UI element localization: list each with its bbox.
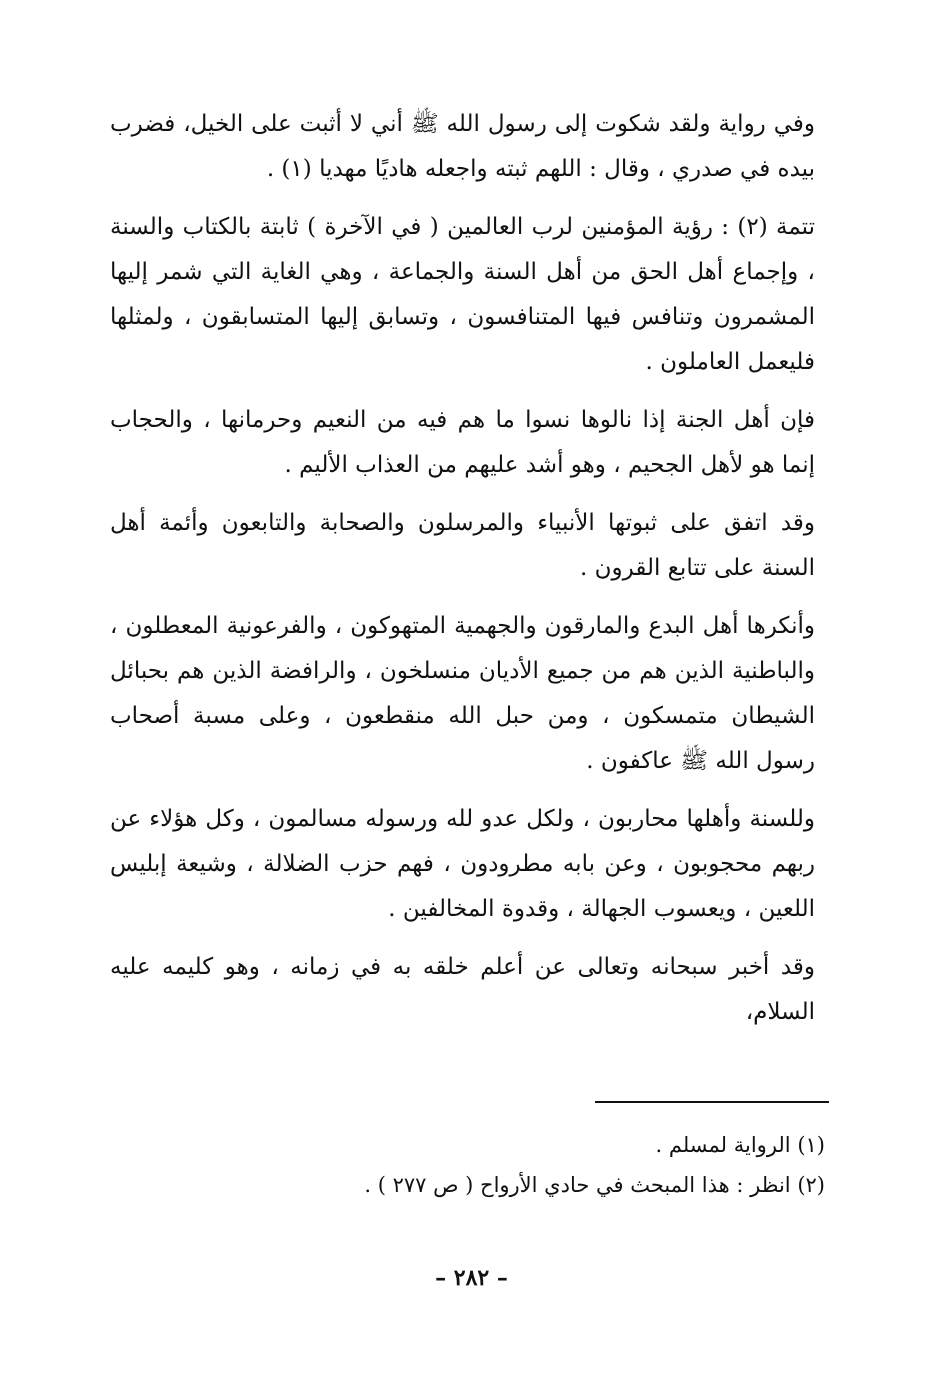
- footnote-divider: [595, 1101, 829, 1103]
- footnotes: [115, 1125, 825, 1205]
- paragraph-6: وللسنة وأهلها محاربون ، ولكل عدو لله ورسوله مسالمون ، وكل هؤلاء عن ربهم محجوبون ، وعن بابه مطرودون ، فهم حزب الضلالة ، وشيعة إبليس اللعين ، ويعسوب الجهالة ، وقدوة المخالفين .: [110, 806, 815, 922]
- page-number: – ٢٨٢ –: [435, 1265, 508, 1291]
- paragraph-7: وقد أخبر سبحانه وتعالى عن أعلم خلقه به في زمانه ، وهو كليمه عليه السلام،: [110, 954, 815, 1025]
- paragraph-1: وفي رواية ولقد شكوت إلى رسول الله ﷺ أني لا أثبت على الخيل، فضرب بيده في صدري ، وقال : اللهم ثبته واجعله هاديًا مهديا (١) .: [110, 111, 815, 182]
- main-text: [110, 102, 815, 1048]
- paragraph-4: وقد اتفق على ثبوتها الأنبياء والمرسلون والصحابة والتابعون وأئمة أهل السنة على تتابع القرون .: [110, 510, 815, 581]
- paragraph-2: تتمة (٢) : رؤية المؤمنين لرب العالمين ( في الآخرة ) ثابتة بالكتاب والسنة ، وإجماع أهل الحق من أهل السنة والجماعة ، وهي الغاية التي شمر إليها المشمرون وتنافس فيها المتنافسون ، وتسابق إليها المتسابقون ، ولمثلها فليعمل العاملون .: [110, 214, 815, 375]
- footnote-1: (١) الرواية لمسلم .: [655, 1133, 825, 1157]
- paragraph-5: وأنكرها أهل البدع والمارقون والجهمية المتهوكون ، والفرعونية المعطلون ، والباطنية الذين هم من جميع الأديان منسلخون ، والرافضة الذين هم بحبائل الشيطان متمسكون ، ومن حبل الله منقطعون ، وعلى مسبة أصحاب رسول الله ﷺ عاكفون .: [110, 613, 816, 774]
- footnote-2: (٢) انظر : هذا المبحث في حادي الأرواح ( ص ٢٧٧ ) .: [364, 1173, 825, 1197]
- paragraph-3: فإن أهل الجنة إذا نالوها نسوا ما هم فيه من النعيم وحرمانها ، والحجاب إنما هو لأهل الجحيم ، وهو أشد عليهم من العذاب الأليم .: [110, 407, 815, 478]
